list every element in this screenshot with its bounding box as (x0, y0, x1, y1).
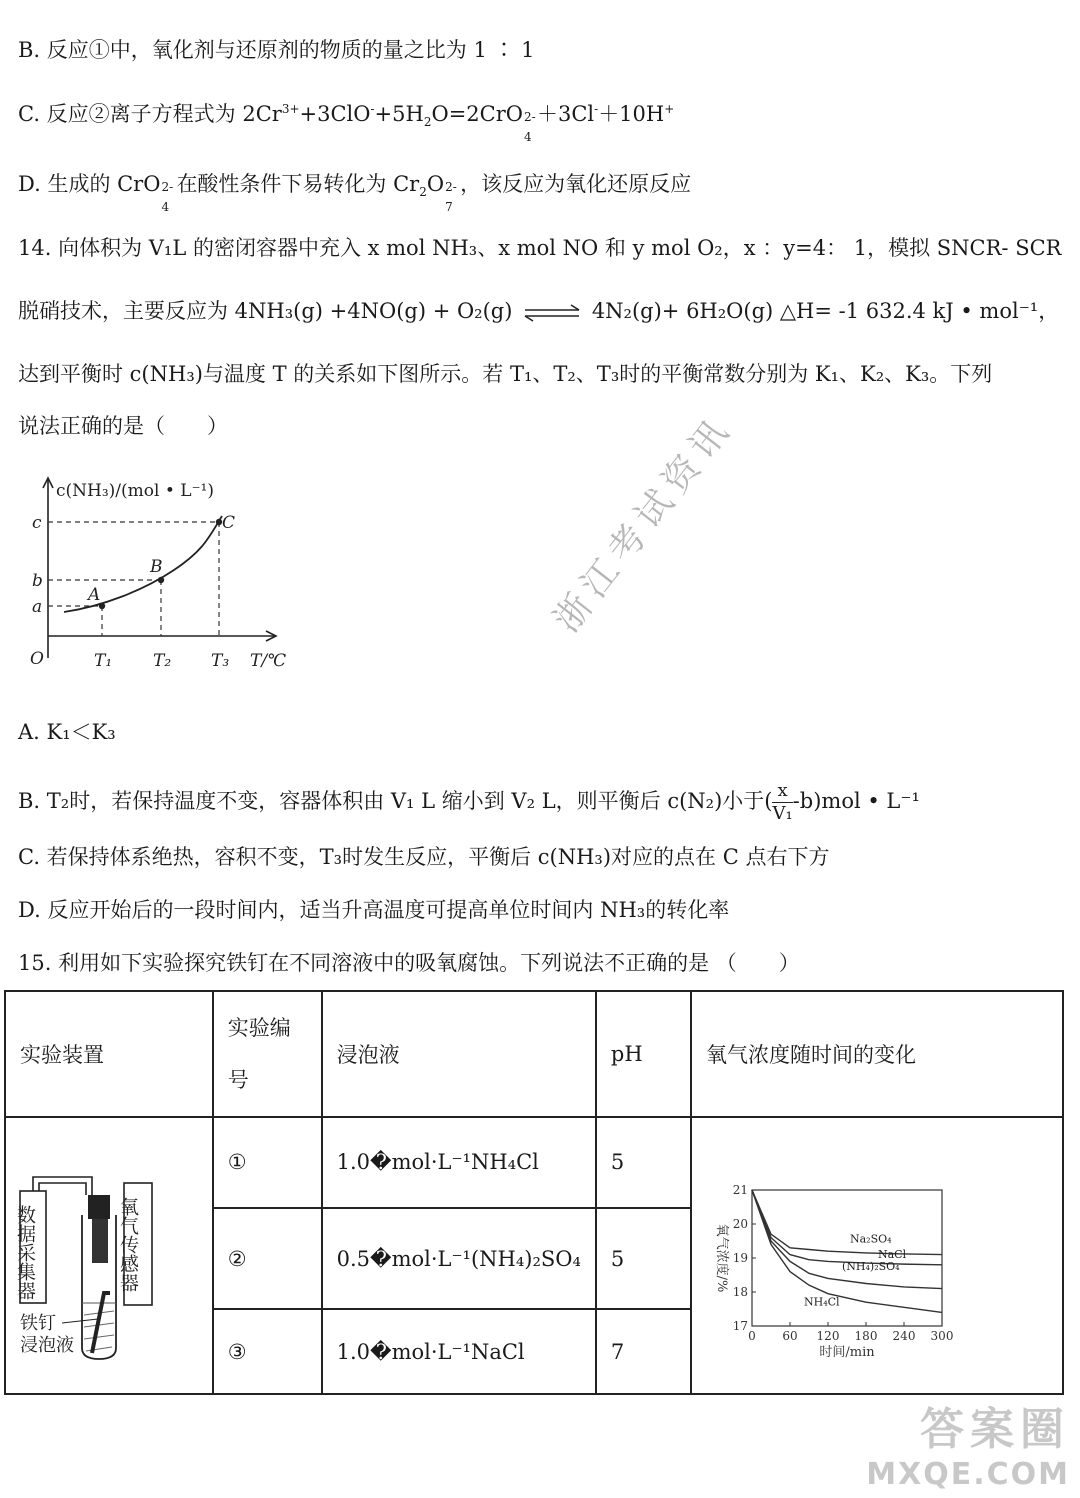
oxygen-concentration-chart (692, 1118, 1062, 1388)
x-tick-label: 0 (748, 1329, 756, 1343)
q14-option-a: A. K₁＜K₃ (18, 720, 116, 744)
solution-1: 1.0�mol·L⁻¹NH₄Cl (322, 1117, 596, 1208)
exp-no-3: ③ (213, 1309, 322, 1394)
q14-option-c: C. 若保持体系绝热，容积不变，T₃时发生反应，平衡后 c(NH₃)对应的点在 C 点右下方 (18, 845, 830, 869)
header-ph: pH (596, 991, 691, 1117)
header-solution: 浸泡液 (322, 991, 596, 1117)
y-tick-label: 21 (732, 1183, 748, 1197)
ph-1: 5 (596, 1117, 691, 1208)
series-label: NaCl (878, 1248, 907, 1261)
site-logo: 答案圈 MXQE.COM (866, 1404, 1070, 1492)
table-header-row (5, 991, 1063, 1117)
exp-no-1: ① (213, 1117, 322, 1208)
q13-option-b: B. 反应①中，氧化剂与还原剂的物质的量之比为 1 ∶ 1 (18, 38, 535, 62)
y-axis-label: c(NH₃)/(mol • L⁻¹) (56, 481, 214, 501)
y-tick-label: 17 (732, 1319, 748, 1333)
y-tick-c: c (32, 513, 42, 533)
watermark-text: 浙江考试资讯 (546, 406, 742, 641)
header-exp-no: 实验编 号 (213, 991, 322, 1117)
y-tick-a: a (32, 597, 43, 617)
ph-2: 5 (596, 1208, 691, 1309)
ph-3: 7 (596, 1309, 691, 1394)
q14-stem-line2: 脱硝技术，主要反应为 4NH₃(g) +4NO(g) + O₂(g) 4N₂(g)+ 6H₂O(g) △H= -1 632.4 kJ • mol⁻¹， (18, 299, 1060, 323)
svg-text:数据采集器: 数据采集器 (14, 1205, 36, 1300)
y-tick-label: 18 (732, 1285, 748, 1299)
point-b-label: B (150, 557, 163, 577)
q14-stem-line3: 达到平衡时 c(NH₃)与温度 T 的关系如下图所示。若 T₁、T₂、T₃时的平衡常数分别为 K₁、K₂、K₃。下列 (18, 362, 993, 386)
q14-stem-line4: 说法正确的是（ ） (18, 414, 228, 438)
x-tick-label: 180 (854, 1329, 878, 1343)
x-tick-label: 240 (892, 1329, 916, 1343)
series-label: Na₂SO₄ (850, 1232, 892, 1246)
experiment-table (4, 990, 1064, 1395)
y-tick-label: 19 (732, 1251, 748, 1265)
series-line (752, 1190, 942, 1255)
q13-option-d: D. 生成的 CrO 2- 4 在酸性条件下易转化为 $Cr_2O$ 2- 7 ，该反应为氧化还原反应 (18, 172, 692, 214)
y-tick-b: b (32, 571, 43, 591)
y-tick-label: 20 (732, 1217, 748, 1231)
x-tick-t2: T₂ (153, 651, 172, 671)
solution-3: 1.0�mol·L⁻¹NaCl (322, 1309, 596, 1394)
point-a-label: A (88, 585, 101, 605)
apparatus-cell (5, 1117, 213, 1394)
equilibrium-arrow-icon (523, 304, 581, 322)
svg-text:铁钉: 铁钉 (20, 1313, 56, 1334)
point-b-marker (158, 577, 164, 583)
point-c-label: C (222, 513, 236, 533)
q15-stem: 15. 利用如下实验探究铁钉在不同溶液中的吸氧腐蚀。下列说法不正确的是 （ ） (18, 951, 800, 975)
y-axis-title: 氧气浓度/% (714, 1223, 729, 1293)
nh3-temperature-graph (24, 472, 304, 682)
x-tick-t1: T₁ (94, 651, 113, 671)
x-tick-label: 300 (930, 1329, 954, 1343)
x-axis-title: 时间/min (819, 1345, 875, 1360)
x-tick-t3: T₃ (211, 651, 230, 671)
table-row (5, 1117, 1063, 1208)
header-oxygen-change: 氧气浓度随时间的变化 (691, 991, 1063, 1117)
q13-option-c: C. 反应②离子方程式为 $2Cr^{3+}+3ClO^-+5H_2O=2CrO$ 2- 4 ＋3Cl-＋10H+ (18, 102, 675, 144)
x-axis-label: T/℃ (250, 651, 287, 671)
q14-option-b: B. T₂时，若保持温度不变，容器体积由 V₁ L 缩小到 V₂ L，则平衡后 c(N₂)小于( $\frac{x}{\text{V₁}}$ -b)mol • L⁻¹ (18, 780, 920, 824)
svg-text:浸泡液: 浸泡液 (20, 1335, 74, 1356)
origin-label: O (30, 649, 44, 669)
oxygen-chart-cell (691, 1117, 1063, 1394)
svg-text:氧气传感器: 氧气传感器 (117, 1197, 139, 1292)
apparatus-diagram (6, 1143, 186, 1363)
solution-2: 0.5�mol·L⁻¹(NH₄)₂SO₄ (322, 1208, 596, 1309)
header-apparatus: 实验装置 (5, 991, 213, 1117)
exp-no-2: ② (213, 1208, 322, 1309)
fraction-x-over-v1: $\frac{x}{\text{V₁}}$ (772, 780, 793, 824)
q14-option-d: D. 反应开始后的一段时间内，适当升高温度可提高单位时间内 NH₃的转化率 (18, 898, 730, 922)
q14-stem-line1: 14. 向体积为 V₁L 的密闭容器中充入 x mol NH₃、x mol NO 和 y mol O₂，x ：y=4： 1，模拟 SNCR- SCR (18, 236, 1062, 260)
series-line (752, 1190, 942, 1289)
series-label: NH₄Cl (804, 1295, 840, 1309)
x-tick-label: 60 (782, 1329, 798, 1343)
x-tick-label: 120 (816, 1329, 840, 1343)
series-label: (NH₄)₂SO₄ (842, 1259, 900, 1273)
